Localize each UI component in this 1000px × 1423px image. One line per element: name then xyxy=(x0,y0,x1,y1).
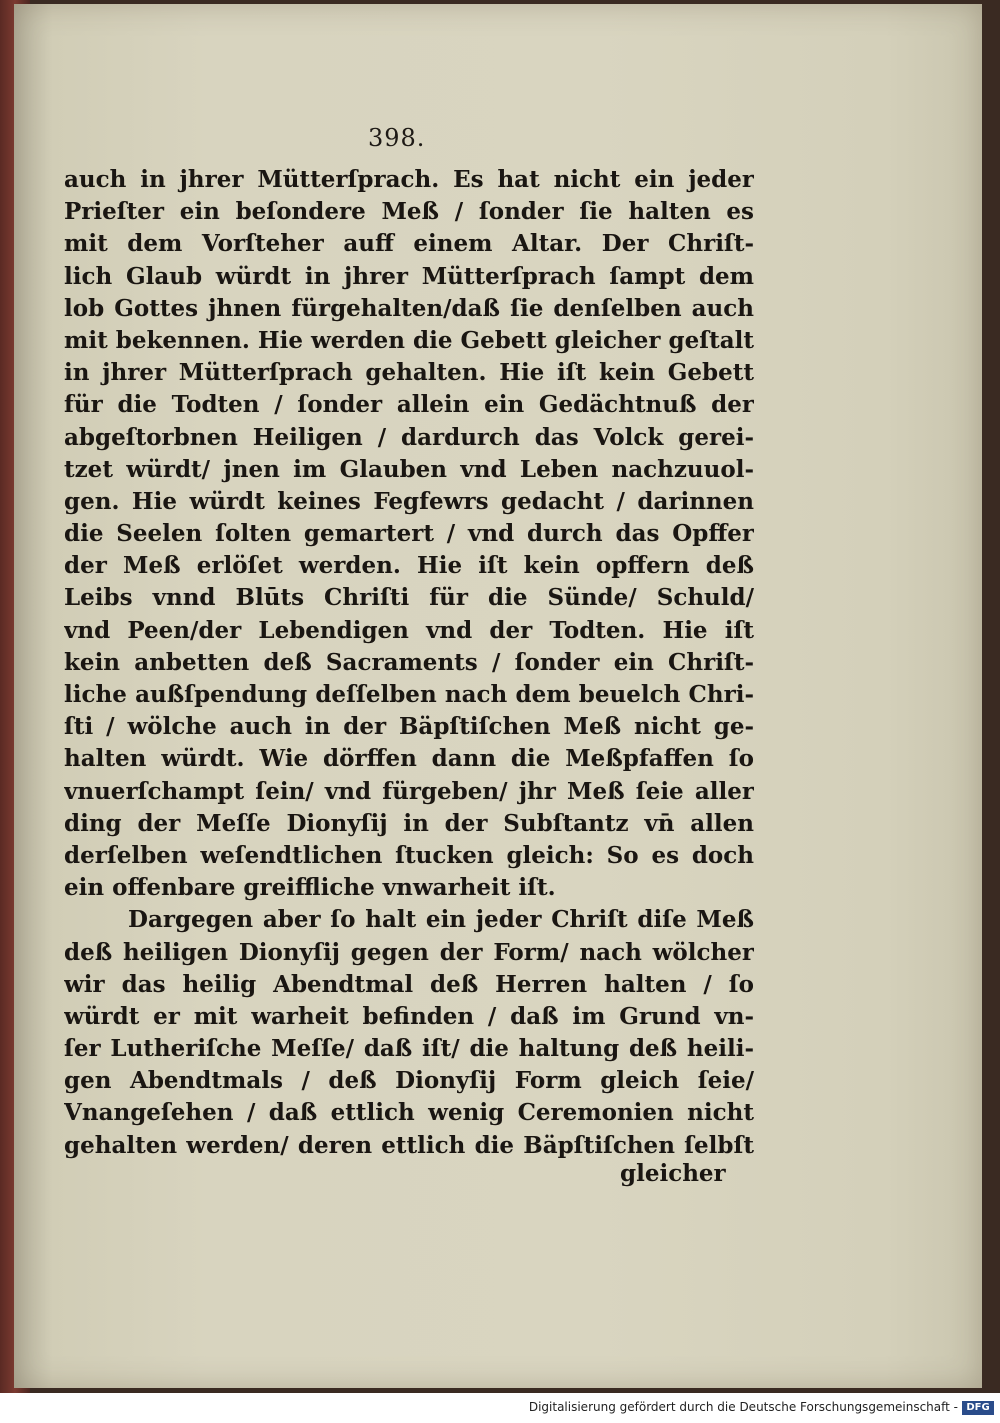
text-line: lich Glaub würdt in jhrer Mütterſprach ſampt dem xyxy=(64,262,754,290)
text-block xyxy=(64,164,754,1162)
dfg-logo: DFG xyxy=(962,1401,994,1415)
text-line: der Meß erlöſet werden. Hie iſt kein opffern deß xyxy=(64,552,754,580)
text-line: tzet würdt/ jnen im Glauben vnd Leben nachzuuol- xyxy=(64,455,754,483)
text-line: ein offenbare greiffliche vnwarheit iſt. xyxy=(64,874,556,902)
text-line: Prieſter ein beſondere Meß / ſonder ſie halten es xyxy=(64,198,754,226)
text-line: abgeſtorbnen Heiligen / dardurch das Volck gerei- xyxy=(64,423,754,451)
text-line: ſti / wölche auch in der Bäpſtiſchen Meß nicht ge- xyxy=(64,713,754,741)
text-line: halten würdt. Wie dörffen dann die Meßpfaffen ſo xyxy=(64,745,754,773)
text-line: gen. Hie würdt keines Fegfewrs gedacht / darinnen xyxy=(64,487,754,515)
text-line: auch in jhrer Mütterſprach. Es hat nicht ein jeder xyxy=(64,166,754,193)
text-line: in jhrer Mütterſprach gehalten. Hie iſt kein Gebett xyxy=(64,359,754,387)
text-line: für die Todten / ſonder allein ein Gedächtnuß der xyxy=(64,391,754,419)
text-line: vnd Peen/der Lebendigen vnd der Todten. Hie iſt xyxy=(64,616,754,644)
text-line: mit dem Vorſteher auff einem Altar. Der Chriſt- xyxy=(64,230,754,258)
text-line: vnuerſchampt ſein/ vnd fürgeben/ jhr Meß ſeie aller xyxy=(64,777,754,805)
text-line: gen Abendtmals / deß Dionyſij Form gleich ſeie/ xyxy=(64,1067,754,1095)
text-line: Dargegen aber ſo halt ein jeder Chriſt diſe Meß xyxy=(128,906,754,934)
text-line: Leibs vnnd Blūts Chriſti für die Sünde/ Schuld/ xyxy=(64,584,754,612)
text-line: ſer Lutheriſche Meſſe/ daß iſt/ die haltung deß heili- xyxy=(64,1035,754,1063)
text-line: gehalten werden/ deren ettlich die Bäpſtiſchen ſelbſt xyxy=(64,1131,754,1159)
footer-bar xyxy=(0,1393,1000,1423)
text-line: würdt er mit warheit befinden / daß im Grund vn- xyxy=(64,1002,754,1030)
book-page xyxy=(14,4,982,1388)
text-line: derſelben weſendtlichen ſtucken gleich: So es doch xyxy=(64,841,754,869)
text-line: mit bekennen. Hie werden die Gebett gleicher geſtalt xyxy=(64,326,754,354)
text-line: wir das heilig Abendtmal deß Herren halten / ſo xyxy=(64,970,754,998)
text-line: lob Gottes jhnen fürgehalten/daß ſie denſelben auch xyxy=(64,294,754,322)
text-line: deß heiligen Dionyſij gegen der Form/ nach wölcher xyxy=(64,938,754,966)
text-line: kein anbetten deß Sacraments / ſonder ein Chriſt- xyxy=(64,648,754,676)
text-line: Vnangeſehen / daß ettlich wenig Ceremonien nicht xyxy=(64,1099,754,1127)
page-number: 398. xyxy=(368,124,426,152)
text-line: ding der Meſſe Dionyſij in der Subſtantz vn̄ allen xyxy=(64,809,754,837)
funding-notice: Digitalisierung gefördert durch die Deutsche Forschungsgemeinschaft - xyxy=(528,1400,958,1414)
catchword: gleicher xyxy=(620,1160,726,1187)
text-line: die Seelen ſolten gemartert / vnd durch das Opffer xyxy=(64,520,754,548)
text-line: liche außſpendung deſſelben nach dem beuelch Chri- xyxy=(64,681,754,708)
